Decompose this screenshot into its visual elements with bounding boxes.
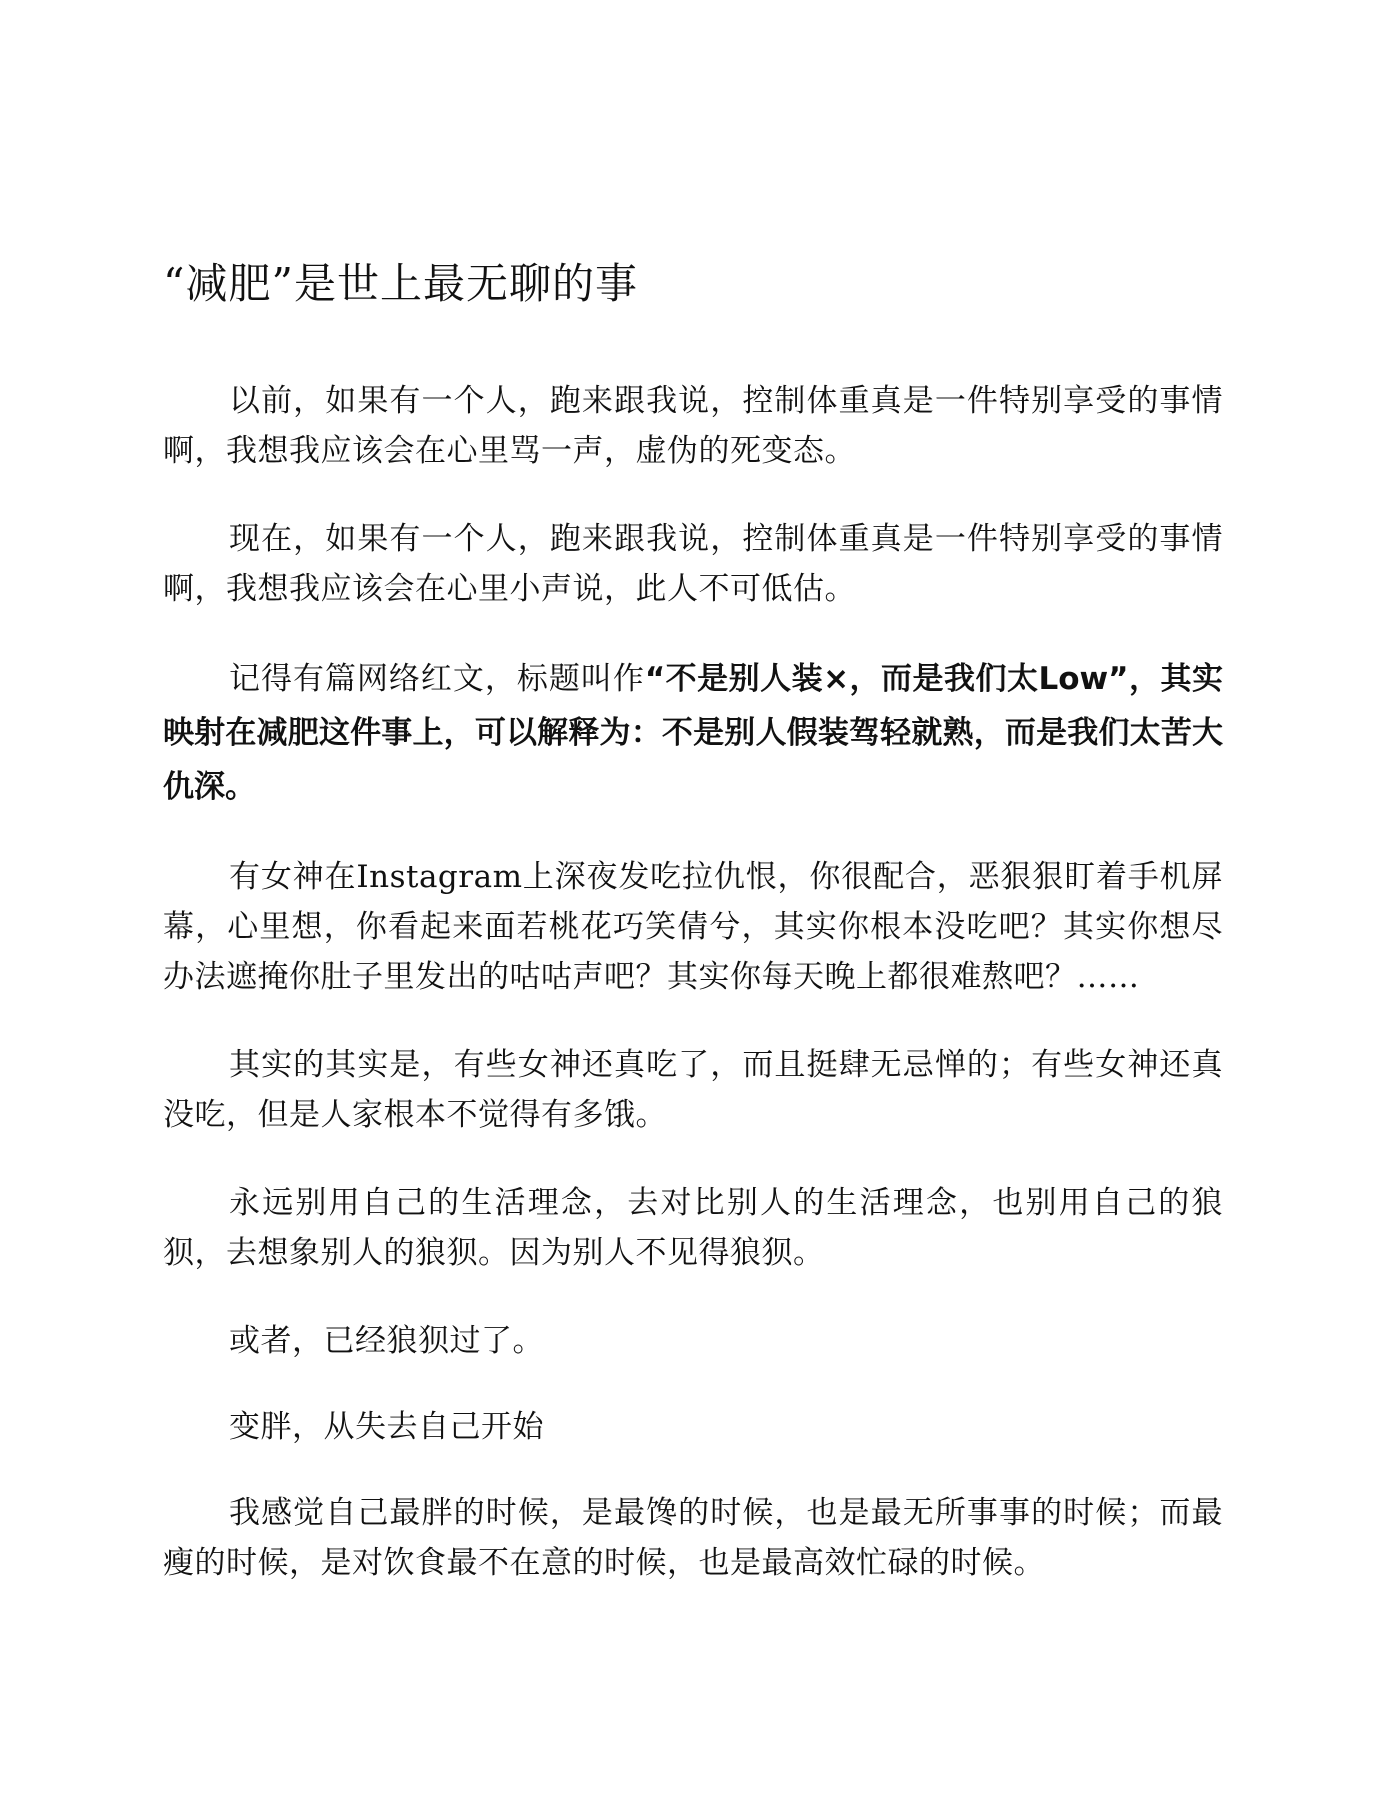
paragraph-2: 现在，如果有一个人，跑来跟我说，控制体重真是一件特别享受的事情啊，我想我应该会在心里小声说，此人不可低估。 — [163, 521, 1223, 607]
paragraph-3-bold-quote: “不是别人装×，而是我们太Low”，其实映射在减肥这件事上，可以解释为：不是别人假装驾轻就熟，而是我们太苦大仇深。 — [163, 661, 1223, 805]
document-body — [163, 254, 1223, 1626]
paragraph-7: 或者，已经狼狈过了。 — [229, 1323, 544, 1359]
chapter-title: “减肥”是世上最无聊的事 — [163, 259, 638, 308]
paragraph-3 — [163, 652, 1223, 814]
paragraph-8: 我感觉自己最胖的时候，是最馋的时候，也是最无所事事的时候；而最瘦的时候，是对饮食最不在意的时候，也是最高效忙碌的时候。 — [163, 1495, 1223, 1581]
paragraph-5: 其实的其实是，有些女神还真吃了，而且挺肆无忌惮的；有些女神还真没吃，但是人家根本不觉得有多饿。 — [163, 1047, 1223, 1133]
section-heading: 变胖，从失去自己开始 — [229, 1409, 544, 1445]
paragraph-6: 永远别用自己的生活理念，去对比别人的生活理念，也别用自己的狼狈，去想象别人的狼狈。因为别人不见得狼狈。 — [163, 1185, 1223, 1271]
paragraph-3-lead: 记得有篇网络红文，标题叫作 — [229, 661, 645, 697]
paragraph-4: 有女神在Instagram上深夜发吃拉仇恨，你很配合，恶狠狠盯着手机屏幕，心里想，你看起来面若桃花巧笑倩兮，其实你根本没吃吧？其实你想尽办法遮掩你肚子里发出的咕咕声吧？其实你每天晚上都很难熬吧？…… — [163, 859, 1223, 995]
paragraph-1: 以前，如果有一个人，跑来跟我说，控制体重真是一件特别享受的事情啊，我想我应该会在心里骂一声，虚伪的死变态。 — [163, 383, 1223, 469]
